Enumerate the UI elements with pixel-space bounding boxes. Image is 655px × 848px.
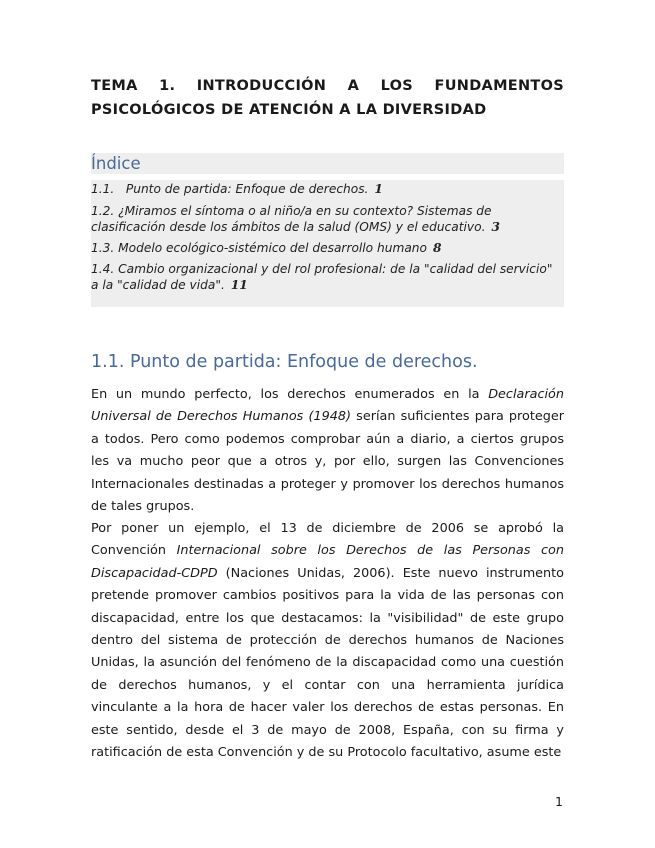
- document-title: TEMA 1. INTRODUCCIÓN A LOS FUNDAMENTOS PSICOLÓGICOS DE ATENCIÓN A LA DIVERSIDAD: [91, 78, 564, 118]
- paragraph-text: (Naciones Unidas, 2006). Este nuevo instrumento pretende promover cambios positivos para la vida de las personas con discapacidad, entre los que destacamos: la "visibilidad" de este grupo dentro del sistema de protección de derechos humanos de Naciones Unidas, la asunción del fenómeno de la discapacidad como una cuestión de derechos humanos, y el contar con una herramienta jurídica vinculante a la hora de hacer valer los derechos de estas personas. En este sentido, desde el 3 de mayo de 2008, España, con su firma y ratificación de esta Convención y de su Protocolo facultativo, asume este: [91, 565, 564, 761]
- toc-item-text: 1.2. ¿Miramos el síntoma o al niño/a en su contexto? Sistemas de clasificación desde los ámbitos de la salud (OMS) y el educativo.: [91, 204, 492, 234]
- toc-item-text: 1.3. Modelo ecológico-sistémico del desarrollo humano: [91, 241, 427, 255]
- paragraph-text: Por poner un ejemplo, el 13 de diciembre de 2006 se aprobó la Convención: [91, 521, 564, 559]
- toc-item-4[interactable]: [91, 262, 561, 293]
- index-heading: Índice: [91, 153, 564, 174]
- paragraph-text: serían suficientes para proteger a todos. Pero como podemos comprobar aún a diario, a ciertos grupos les va mucho peor que a otros y, por ello, surgen las Convenciones Internacionales destinadas a proteger y promover los derechos humanos de tales grupos.: [91, 409, 565, 515]
- toc-item-3[interactable]: [91, 241, 561, 257]
- section-heading: 1.1. Punto de partida: Enfoque de derechos.: [91, 352, 478, 372]
- table-of-contents: [91, 180, 564, 307]
- toc-item-page: 11: [230, 277, 248, 292]
- page-number: 1: [555, 794, 563, 809]
- paragraph-1: [91, 384, 564, 518]
- paragraph-text: En un mundo perfecto, los derechos enumerados en la: [91, 387, 489, 402]
- paragraph-emphasis: Declaración Universal de Derechos Humanos (1948): [91, 387, 564, 425]
- toc-item-page: 1: [374, 182, 383, 196]
- toc-item-2[interactable]: [91, 204, 561, 235]
- toc-item-page: 8: [432, 241, 442, 255]
- paragraph-2: [91, 518, 564, 764]
- toc-item-text: 1.4. Cambio organizacional y del rol profesional: de la "calidad del servicio" a la "calidad de vida".: [91, 262, 553, 292]
- toc-item-text: 1.1. Punto de partida: Enfoque de derechos.: [91, 182, 369, 196]
- paragraph-emphasis: Internacional sobre los Derechos de las Personas con Discapacidad-CDPD: [91, 543, 564, 581]
- toc-item-page: 3: [491, 219, 500, 234]
- toc-item-1[interactable]: [91, 182, 561, 198]
